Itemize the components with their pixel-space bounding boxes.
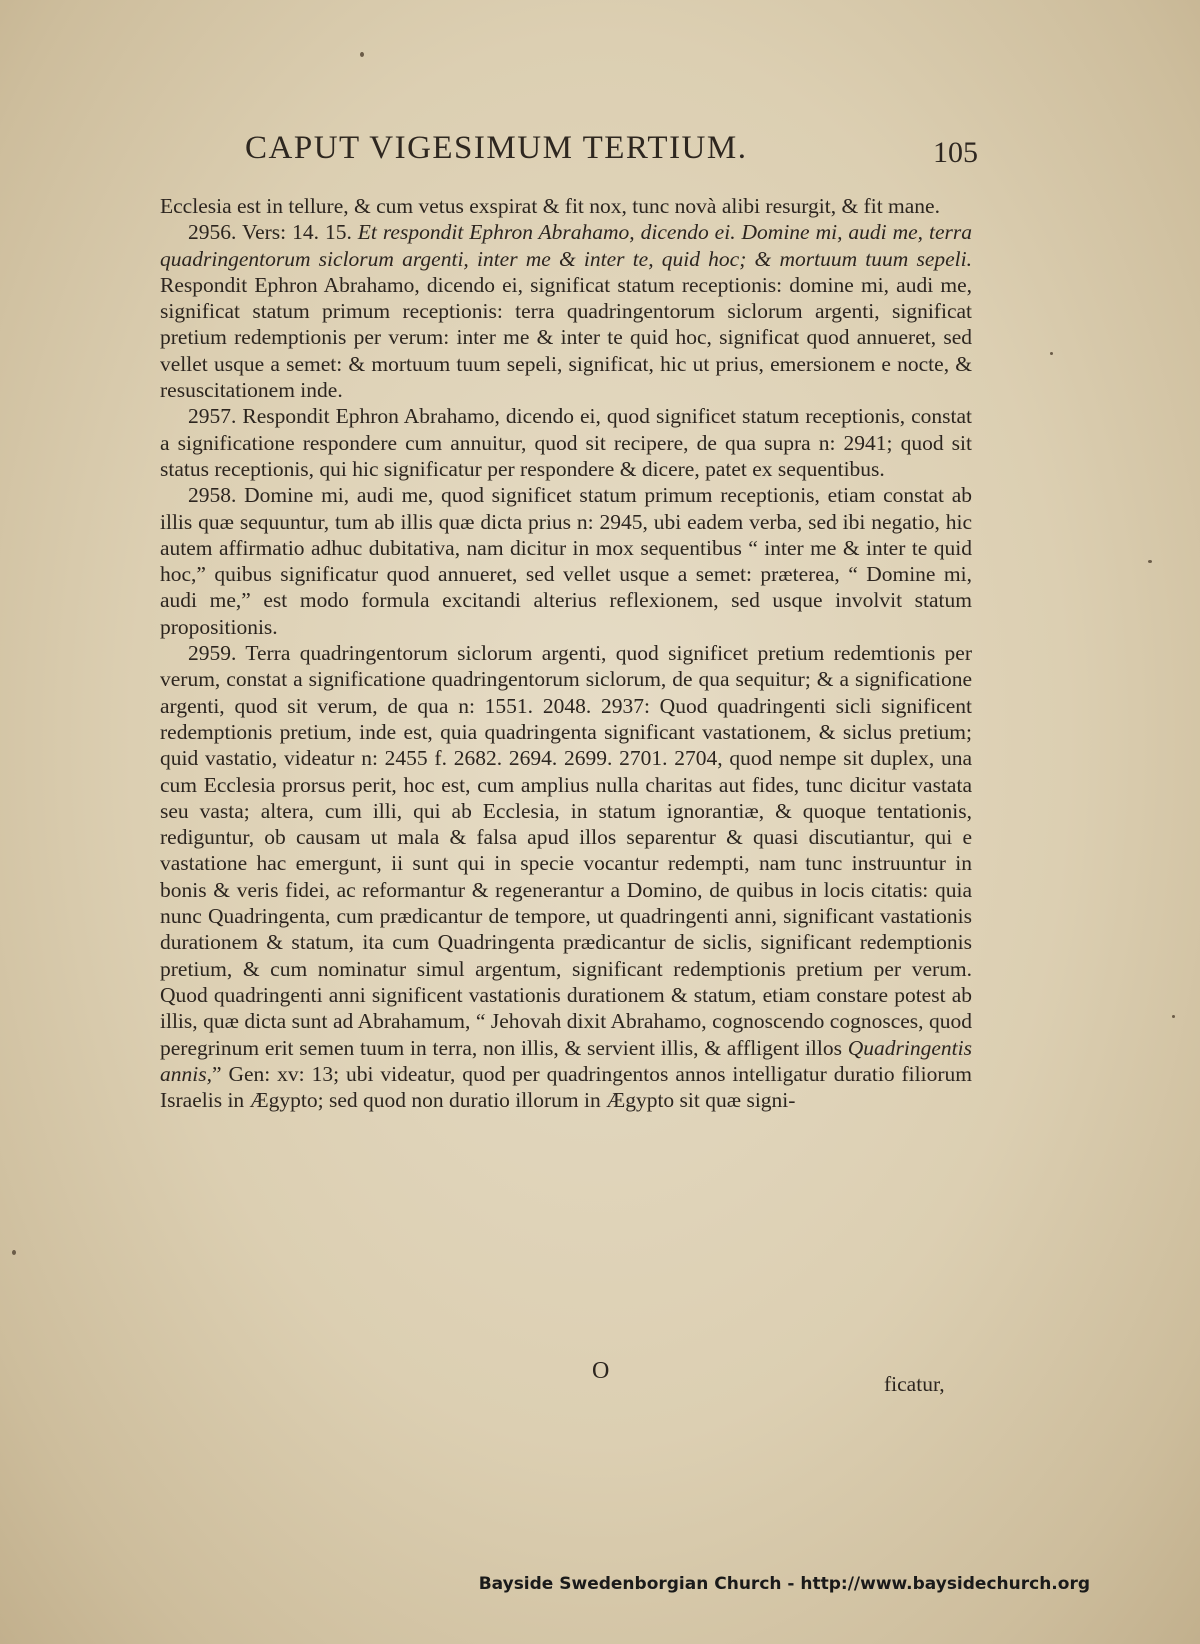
watermark-bar (0, 1560, 1200, 1644)
paragraph-2959 (160, 640, 972, 1113)
signature-mark: O (592, 1358, 610, 1384)
paragraph-text: ” Gen: xv: 13; ubi videatur, quod per quadringentos annos intelligatur duratio filiorum Israelis in Ægypto; sed quod non duratio illorum in Ægypto sit quæ signi- (160, 1061, 972, 1113)
paragraph-text: 2959. Terra quadringentorum siclorum argenti, quod significet pretium redemtionis per verum, constat a significatione quadringentorum siclorum, de qua sequitur; & a significatione argenti, quod sit verum, de qua n: 1551. 2048. 2937: Quod quadringenti sicli significent redemptionis pretium, inde est, quia quadringenta significant vastationem, & siclus pretium; quid vastatio, videatur n: 2455 f. 2682. 2694. 2699. 2701. 2704, quod nempe sit duplex, una cum Ecclesia prorsus perit, hoc est, cum amplius nulla charitas aut fides, tunc dicitur vastata seu vasta; altera, cum illi, qui ab Ecclesia, in statum ignorantiæ, & quoque tentationis, rediguntur, ob causam ut mala & falsa apud illos separentur & quasi discutiantur, qui e vastatione hac emergunt, ii sunt qui in specie vocantur redempti, nam tunc instruuntur in bonis & veris fidei, ac reformantur & regenerantur a Domino, de quibus in locis citatis: quia nunc Quadringenta, cum prædicantur de tempore, ut quadringenti anni, significant vastationis durationem & statum, ita cum Quadringenta prædicantur de siclis, significant redemptionis pretium, & cum nominatur simul argentum, significant redemptionis pretium per verum. Quod quadringenti anni significent vastationis durationem & statum, etiam constare potest ab illis, quæ dicta sunt ad Abrahamum, “ Jehovah dixit Abrahamo, cognoscendo cognosces, quod peregrinum erit semen tuum in terra, non illis, & servient illis, & affligent illos (160, 641, 972, 1060)
ink-speck (1050, 352, 1053, 355)
page-number: 105 (933, 136, 978, 169)
paragraph-lead: 2956. Vers: 14. 15. (188, 220, 352, 245)
ink-speck (1172, 1015, 1175, 1018)
paragraph-text: Respondit Ephron Abrahamo, dicendo ei, significat statum receptionis: domine mi, audi me, significat statum primum receptionis: terra quadringentorum siclorum argenti, significat pretium redemptionis per verum: inter me & inter te quid hoc, significat quod annueret, sed vellet usque a semet: & mortuum tuum sepeli, significat, hic ut prius, emersionem e nocte, & resuscitationem inde. (160, 272, 972, 403)
italic-quotation: Quadringentis annis, (160, 1035, 972, 1086)
running-title: CAPUT VIGESIMUM TERTIUM. (245, 130, 748, 166)
paragraph-2957: 2957. Respondit Ephron Abrahamo, dicendo ei, quod significet statum receptionis, constat a significatione respondere cum annuitur, quod sit recipere, de qua supra n: 2941; quod sit status receptionis, qui hic significatur per respondere & dicere, patet ex sequentibus. (160, 404, 972, 481)
page-header (170, 130, 1000, 180)
body-text (160, 193, 972, 1113)
ink-speck (12, 1250, 16, 1255)
verse-quotation: Et respondit Ephron Abrahamo, dicendo ei. Domine mi, audi me, terra quadringentorum siclorum argenti, inter me & inter te, quid hoc; & mortuum tuum sepeli. (160, 220, 972, 271)
paragraph-2958: 2958. Domine mi, audi me, quod significet statum primum receptionis, etiam constat ab illis quæ sequuntur, tum ab illis quæ dicta prius n: 2945, ubi eadem verba, sed ibi negatio, hic autem affirmatio adhuc dubitativa, nam dicitur in mox sequentibus “ inter me & inter te quid hoc,” quibus significatur quod annueret, sed vellet usque a semet: præterea, “ Domine mi, audi me,” est modo formula excitandi alterius reflexionem, sed usque involvit statum propositionis. (160, 483, 972, 639)
continuation-paragraph: Ecclesia est in tellure, & cum vetus exspirat & fit nox, tunc novà alibi resurgit, & fit mane. (160, 194, 940, 218)
paragraph-2956 (160, 219, 972, 403)
catchword: ficatur, (884, 1372, 945, 1396)
ink-speck (1148, 560, 1152, 563)
watermark-text: Bayside Swedenborgian Church - http://www.baysidechurch.org (478, 1574, 1090, 1594)
ink-speck (360, 52, 364, 57)
